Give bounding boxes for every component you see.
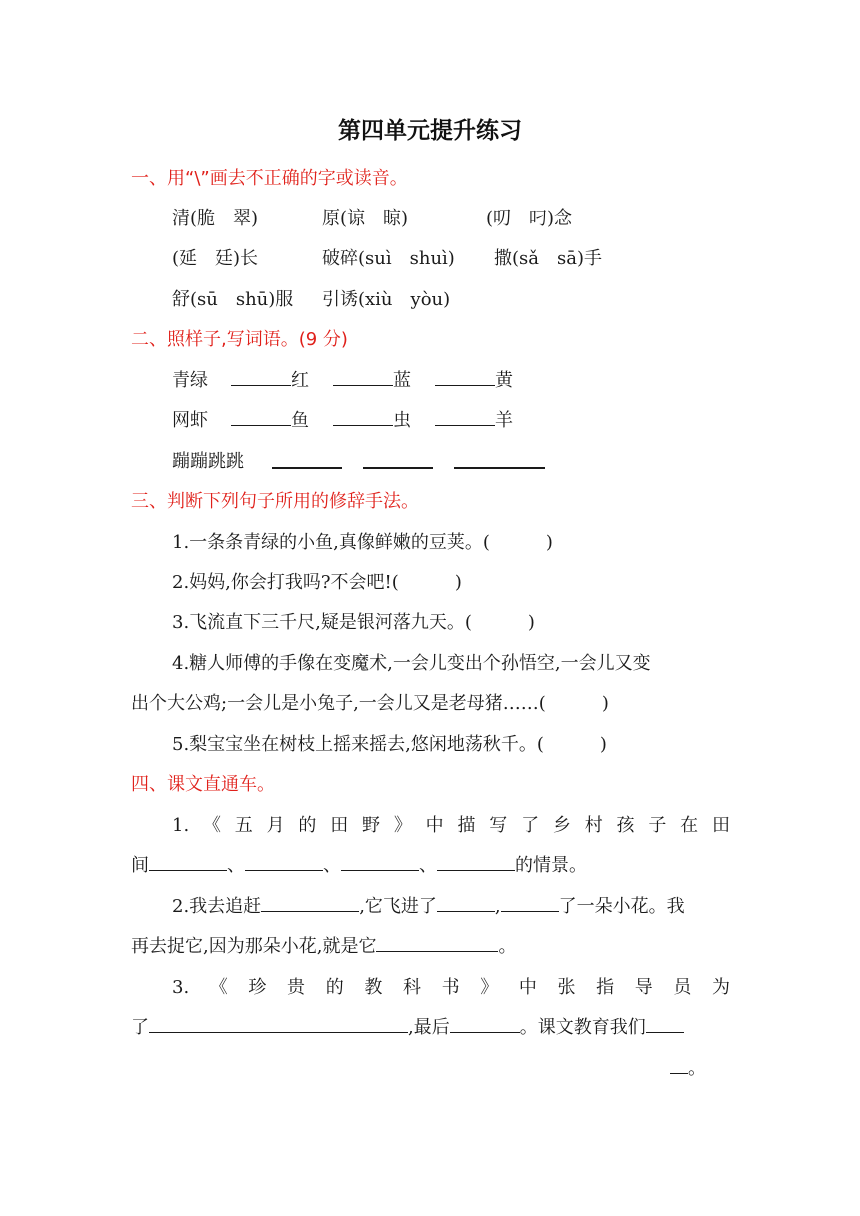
question-3-1 <box>172 528 553 554</box>
section-2-heading: 二、照样子,写词语。(9 分) <box>131 329 348 350</box>
question-text: 2.妈妈,你会打我吗?不会吧!( <box>172 572 399 593</box>
question-3-5 <box>172 730 607 756</box>
answer-blank[interactable] <box>341 851 419 871</box>
s1-item: 撒(sǎ sā)手 <box>494 248 602 269</box>
answer-blank[interactable] <box>437 851 515 871</box>
question-4-1-line-1: 1.《五月的田野》中描写了乡村孩子在田 <box>172 815 730 836</box>
question-text: 。 <box>498 936 517 957</box>
answer-blank[interactable] <box>437 892 495 912</box>
question-4-3-line-3 <box>670 1054 706 1080</box>
section-4-heading: 四、课文直通车。 <box>131 774 275 795</box>
example-word: 蹦蹦跳跳 <box>172 451 244 472</box>
word-suffix: 虫 <box>393 410 411 431</box>
close-paren: ) <box>527 612 535 633</box>
answer-blank[interactable] <box>646 1013 684 1033</box>
answer-blank[interactable] <box>333 406 393 426</box>
page-title: 第四单元提升练习 <box>338 118 522 144</box>
answer-blank[interactable] <box>231 406 291 426</box>
separator: 、 <box>419 855 437 876</box>
word-suffix: 羊 <box>495 410 513 431</box>
question-4-2-line-2 <box>131 932 516 958</box>
answer-blank[interactable] <box>435 366 495 386</box>
question-text: 1.一条条青绿的小鱼,真像鲜嫩的豆荚。( <box>172 532 490 553</box>
answer-blank[interactable] <box>261 892 359 912</box>
example-word: 网虾 <box>172 410 208 431</box>
question-text: 。课文教育我们 <box>519 1017 646 1038</box>
answer-blank[interactable] <box>245 851 323 871</box>
question-text: 再去捉它,因为那朵小花,就是它 <box>131 936 377 957</box>
word-suffix: 红 <box>291 370 309 391</box>
close-paren: ) <box>545 532 553 553</box>
close-paren: ) <box>601 693 609 714</box>
section-3-heading: 三、判断下列句子所用的修辞手法。 <box>131 491 419 512</box>
question-4-1-line-2 <box>131 851 587 877</box>
answer-blank[interactable] <box>670 1054 688 1074</box>
question-text: 2.我去追赶 <box>172 896 262 917</box>
question-4-3-line-2 <box>131 1013 684 1039</box>
s1-item: 原(谅 晾) <box>322 208 409 229</box>
question-text: ,它飞进了 <box>359 896 437 917</box>
answer-blank[interactable] <box>450 1013 520 1033</box>
question-text: 5.梨宝宝坐在树枝上摇来摇去,悠闲地荡秋千。( <box>172 734 544 755</box>
close-paren: ) <box>599 734 607 755</box>
question-text: 。 <box>688 1058 706 1079</box>
word-suffix: 黄 <box>495 370 513 391</box>
question-text: 3.飞流直下三千尺,疑是银河落九天。( <box>172 612 472 633</box>
question-4-2-line-1 <box>172 892 685 918</box>
s1-item: (延 廷)长 <box>172 248 259 269</box>
question-text: 出个大公鸡;一会儿是小兔子,一会儿又是老母猪……( <box>131 693 546 714</box>
s1-item: (叨 叼)念 <box>486 208 573 229</box>
question-text: 了 <box>131 1017 149 1038</box>
answer-blank[interactable] <box>149 1013 408 1033</box>
close-paren: ) <box>454 572 462 593</box>
separator: 、 <box>227 855 245 876</box>
question-3-3 <box>172 608 535 634</box>
word-suffix: 鱼 <box>291 410 309 431</box>
question-4-3-line-1: 3.《珍贵的教科书》中张指导员为 <box>172 977 730 998</box>
separator: 、 <box>323 855 341 876</box>
answer-blank[interactable] <box>501 892 559 912</box>
answer-blank[interactable] <box>272 465 342 469</box>
question-3-4-line-1: 4.糖人师傅的手像在变魔术,一会儿变出个孙悟空,一会儿又变 <box>172 653 651 674</box>
answer-blank[interactable] <box>454 465 545 469</box>
s1-item: 破碎(suì shuì) <box>322 248 455 269</box>
answer-blank[interactable] <box>231 366 291 386</box>
question-text: ,最后 <box>408 1017 450 1038</box>
s1-item: 引诱(xiù yòu) <box>322 289 451 310</box>
question-text: 的情景。 <box>515 855 587 876</box>
answer-blank[interactable] <box>149 851 227 871</box>
section-1-heading: 一、用“\”画去不正确的字或读音。 <box>131 168 408 189</box>
question-text: 间 <box>131 855 149 876</box>
question-text: 了一朵小花。我 <box>558 896 685 917</box>
answer-blank[interactable] <box>363 465 433 469</box>
answer-blank[interactable] <box>376 932 498 952</box>
question-text: , <box>494 896 501 917</box>
s1-item: 舒(sū shū)服 <box>172 289 294 310</box>
answer-blank[interactable] <box>435 406 495 426</box>
word-suffix: 蓝 <box>393 370 411 391</box>
question-3-4-line-2 <box>131 689 609 715</box>
question-3-2 <box>172 568 462 594</box>
s1-item: 清(脆 翠) <box>172 208 259 229</box>
example-word: 青绿 <box>172 370 208 391</box>
answer-blank[interactable] <box>333 366 393 386</box>
